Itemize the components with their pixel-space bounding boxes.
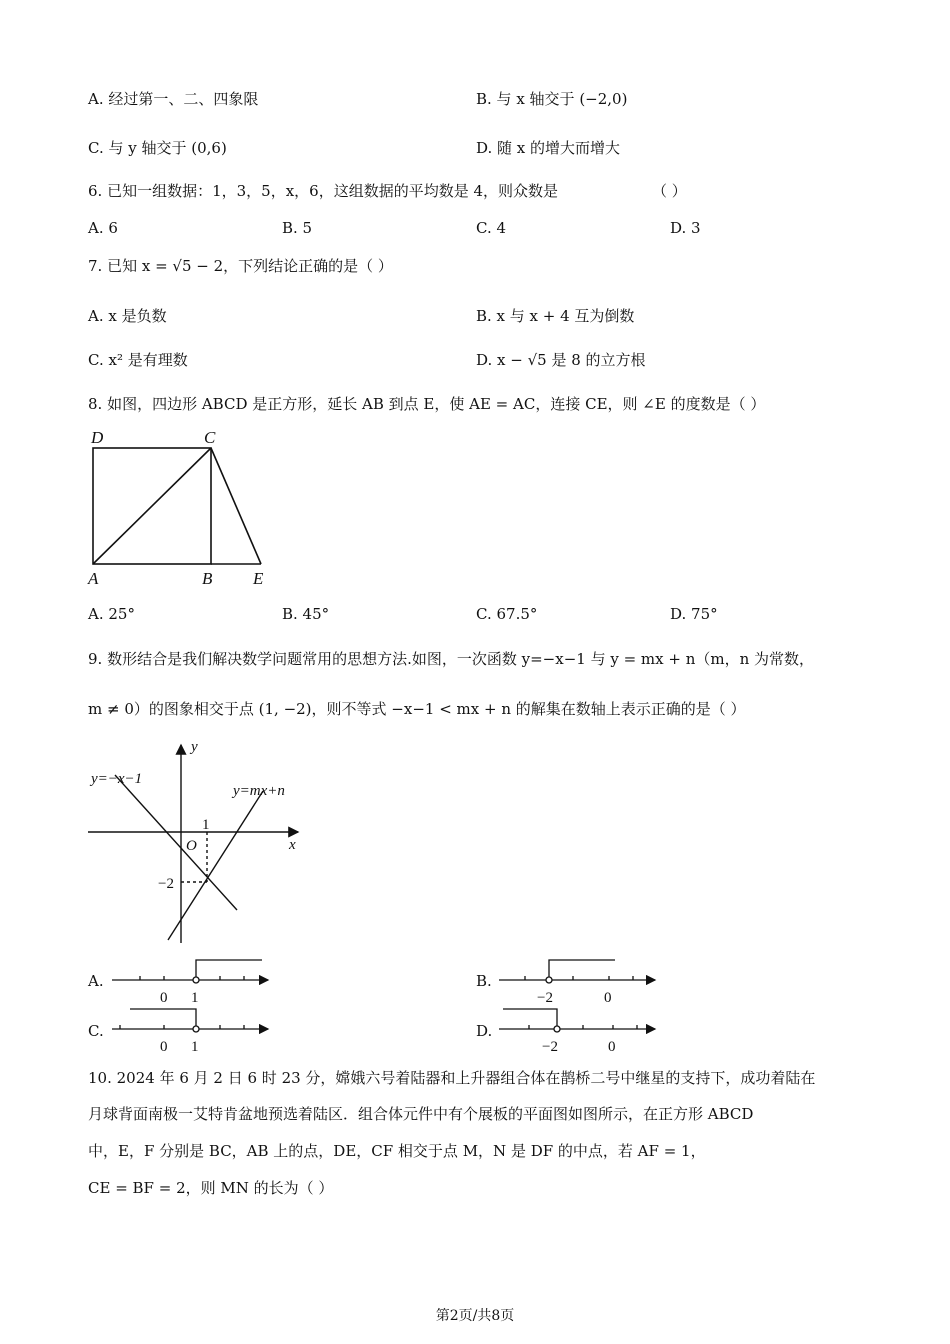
label-b: B bbox=[202, 569, 213, 588]
q6-stem: 6. 已知一组数据：1，3，5，x，6，这组数据的平均数是 4，则众数是 bbox=[88, 182, 559, 200]
y-tick-neg2: −2 bbox=[158, 876, 174, 892]
q6-answer-paren: （ ） bbox=[652, 182, 687, 200]
label-e: E bbox=[253, 569, 264, 588]
q9-option-a-numberline bbox=[110, 955, 275, 1010]
label-a: A bbox=[88, 569, 99, 588]
tick-label: −2 bbox=[542, 1039, 558, 1055]
q8-option-d: D. 75° bbox=[670, 605, 718, 623]
q9-stem-line1: 9. 数形结合是我们解决数学问题常用的思想方法.如图，一次函数 y=−x−1 与 y = mx + n（m，n 为常数， bbox=[88, 650, 815, 668]
q10-line1: 10. 2024 年 6 月 2 日 6 时 23 分，嫦娥六号着陆器和上升器组合体在鹊桥二号中继星的支持下，成功着陆在 bbox=[88, 1069, 816, 1087]
line-neg-x-minus-1 bbox=[115, 775, 237, 910]
q7-option-c: C. x² 是有理数 bbox=[88, 351, 188, 369]
q8-option-a: A. 25° bbox=[88, 605, 135, 623]
q6-option-d: D. 3 bbox=[670, 219, 701, 237]
q10-line2: 月球背面南极一艾特肯盆地预选着陆区．组合体元件中有个展板的平面图如图所示，在正方形 ABCD bbox=[88, 1105, 754, 1123]
q8-option-c: C. 67.5° bbox=[476, 605, 538, 623]
tick-label: 0 bbox=[608, 1039, 616, 1055]
line2-label: y=mx+n bbox=[233, 783, 285, 799]
q5-option-b: B. 与 x 轴交于 (−2,0) bbox=[476, 90, 628, 108]
q9-option-b-letter: B. bbox=[476, 972, 492, 990]
line-mx-plus-n bbox=[168, 791, 263, 940]
q9-option-d-numberline bbox=[497, 1004, 662, 1059]
q8-option-b: B. 45° bbox=[282, 605, 330, 623]
label-d: D bbox=[91, 428, 104, 447]
q5-option-d: D. 随 x 的增大而增大 bbox=[476, 139, 621, 157]
segment-ce bbox=[211, 448, 261, 564]
tick-label: 1 bbox=[191, 990, 199, 1006]
q7-option-a: A. x 是负数 bbox=[88, 307, 167, 325]
q8-square-figure bbox=[85, 425, 285, 590]
tick-label: 0 bbox=[604, 990, 612, 1006]
label-c: C bbox=[204, 428, 216, 447]
q10-line4: CE = BF = 2，则 MN 的长为（ ） bbox=[88, 1179, 334, 1197]
q6-option-b: B. 5 bbox=[282, 219, 313, 237]
x-axis-label: x bbox=[289, 837, 296, 853]
line1-label: y=−x−1 bbox=[91, 771, 143, 787]
origin-label: O bbox=[186, 838, 197, 854]
q9-option-b-numberline bbox=[497, 955, 662, 1010]
q5-option-a: A. 经过第一、二、四象限 bbox=[88, 90, 259, 108]
q8-stem: 8. 如图，四边形 ABCD 是正方形，延长 AB 到点 E，使 AE = AC，连接 CE，则 ∠E 的度数是（ ） bbox=[88, 395, 766, 413]
page-footer: 第2页/共8页 bbox=[435, 1308, 515, 1324]
q9-stem-line2: m ≠ 0）的图象相交于点 (1, −2)，则不等式 −x−1 < mx + n 的解集在数轴上表示正确的是（ ） bbox=[88, 700, 746, 718]
q7-option-b: B. x 与 x + 4 互为倒数 bbox=[476, 307, 635, 325]
q10-line3: 中，E，F 分别是 BC，AB 上的点，DE，CF 相交于点 M，N 是 DF 的中点，若 AF = 1， bbox=[88, 1142, 706, 1160]
q9-option-c-letter: C. bbox=[88, 1022, 104, 1040]
q9-option-d-letter: D. bbox=[476, 1022, 493, 1040]
tick-label: −2 bbox=[537, 990, 553, 1006]
q9-option-c-numberline bbox=[110, 1004, 275, 1059]
q5-option-c: C. 与 y 轴交于 (0,6) bbox=[88, 139, 227, 157]
tick-label: 0 bbox=[160, 990, 168, 1006]
tick-label: 0 bbox=[160, 1039, 168, 1055]
x-tick-1: 1 bbox=[202, 817, 210, 833]
q7-stem: 7. 已知 x = √5 − 2，下列结论正确的是（ ） bbox=[88, 257, 393, 275]
y-axis-label: y bbox=[191, 739, 198, 755]
q6-option-a: A. 6 bbox=[88, 219, 118, 237]
diagonal-ac bbox=[93, 448, 211, 564]
q9-function-graph bbox=[85, 735, 310, 950]
q7-option-d: D. x − √5 是 8 的立方根 bbox=[476, 351, 646, 369]
q6-option-c: C. 4 bbox=[476, 219, 507, 237]
tick-label: 1 bbox=[191, 1039, 199, 1055]
q9-option-a-letter: A. bbox=[88, 972, 104, 990]
